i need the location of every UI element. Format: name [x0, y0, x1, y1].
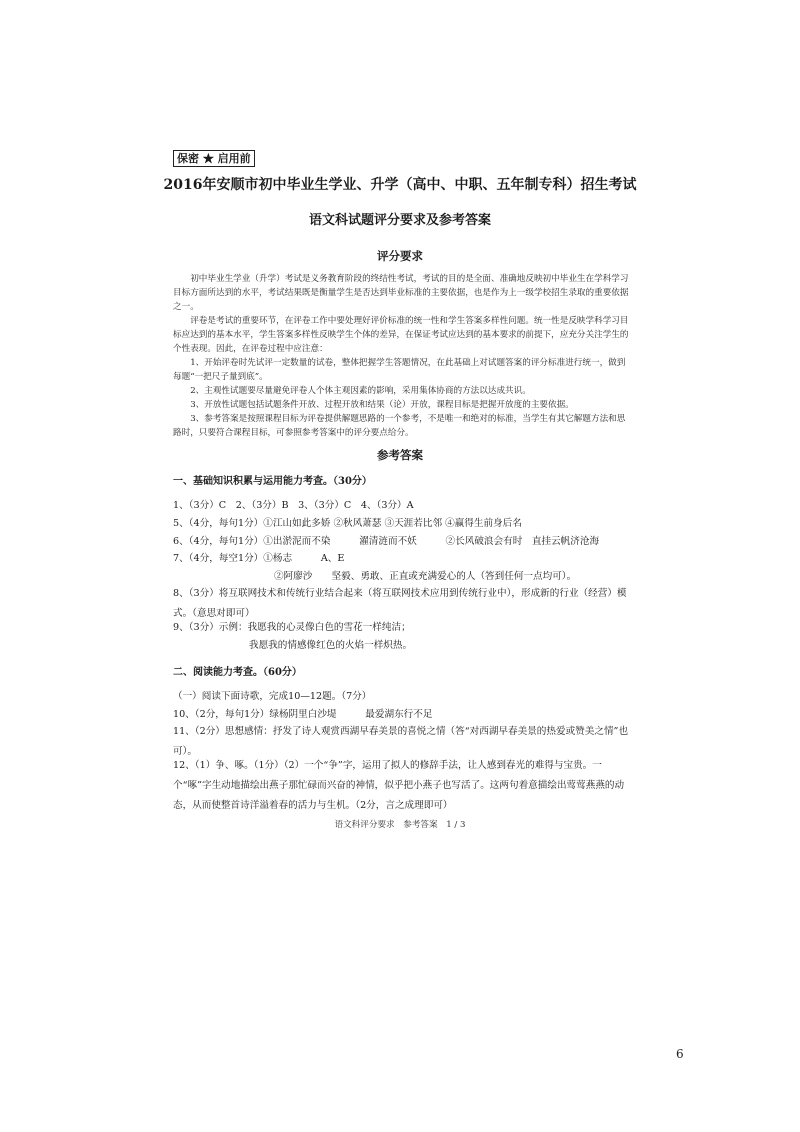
part2-title: 二、阅读能力考查。（60分）	[173, 667, 302, 678]
requirements-heading: 评分要求	[377, 249, 423, 263]
answer-q9-line1: 9、（3分）示例：我愿我的心灵像白色的雪花一样纯洁；	[173, 622, 411, 633]
requirements-item-1: 1、开始评卷时先试评一定数量的试卷，整体把握学生答题情况，在此基础上对试题答案的评分标准进行统一，做到每题“一把尺子量到底”。	[173, 358, 626, 382]
answer-q6: 6、（4分，每句1分）①出淤泥而不染 濯清涟而不妖 ②长风破浪会有时 直挂云帆济沧海	[173, 536, 600, 547]
part1-title: 一、基础知识积累与运用能力考查。（30分）	[173, 476, 372, 487]
page-footer: 语文科评分要求 参考答案 1 / 3	[334, 820, 466, 830]
document-title: 语文科试题评分要求及参考答案	[308, 213, 491, 228]
reading-section-1-intro: （一）阅读下面诗歌，完成10—12题。（7分）	[173, 691, 372, 702]
answer-q7-line1: 7、（4分，每空1分）①杨志 A、E	[173, 553, 345, 564]
answer-q12: 12、（1）争、啄。（1分）（2）一个“争”字，运用了拟人的修辞手法，让人感到春光的难得与宝贵。一个“啄”字生动地描绘出燕子那忙碌而兴奋的神情，似乎把小燕子也写活了。这两句着意描绘出莺莺燕燕的动态，从而使整首诗洋溢着春的活力与生机。（2分，言之成理即可）	[173, 760, 625, 811]
page-number: 6	[676, 1047, 684, 1061]
confidential-label: 保密 ★ 启用前	[173, 150, 255, 167]
answer-q1-4: 1、（3分）C 2、（3分）B 3、（3分）C 4、（3分）A	[173, 500, 414, 511]
requirements-paragraph-2: 评卷是考试的重要环节，在评卷工作中要处理好评价标准的统一性和学生答案多样性问题。统一性是反映学科学习目标应达到的基本水平，学生答案多样性反映学生个体的差异，在保证考试应达到的基本要求的前提下，应充分关注学生的个性表现。因此，在评卷过程中应注意：	[173, 316, 629, 354]
answer-q7-line2: ②阿廖沙 坚毅、勇敢、正直或充满爱心的人（答到任何一点均可）。	[274, 571, 577, 582]
requirements-paragraph-1: 初中毕业生学业（升学）考试是义务教育阶段的终结性考试，考试的目的是全面、准确地反映初中毕业生在学科学习目标方面所达到的水平，考试结果既是衡量学生是否达到毕业标准的主要依据，也是作为上一级学校招生录取的重要依据之一。	[173, 274, 629, 312]
exam-title: 2016年安顺市初中毕业生学业、升学（高中、中职、五年制专科）招生考试	[163, 177, 637, 193]
answer-q5: 5、（4分，每句1分）①江山如此多娇 ②秋风萧瑟 ③天涯若比邻 ④赢得生前身后名	[173, 518, 522, 529]
requirements-item-4: 3、参考答案是按照课程目标为评卷提供解题思路的一个参考，不是唯一和绝对的标准，当学生有其它解题方法和思路时，只要符合课程目标，可参照参考答案中的评分要点给分。	[173, 414, 626, 438]
answer-q9-line2: 我愿我的情感像红色的火焰一样炽热。	[249, 640, 413, 651]
answer-q11: 11、（2分）思想感情：抒发了诗人观赏西湖早春美景的喜悦之情（答“对西湖早春美景的热爱或赞美之情”也可）。	[173, 726, 629, 757]
answers-heading: 参考答案	[377, 448, 423, 462]
requirements-item-3: 3、开放性试题包括试题条件开放、过程开放和结果（论）开放，课程目标是把握开放度的主要依据。	[190, 400, 574, 410]
answer-q8: 8、（3分）将互联网技术和传统行业结合起来（将互联网技术应用到传统行业中），形成新的行业（经营）模式。（意思对即可）	[173, 588, 627, 619]
requirements-item-2: 2、主观性试题要尽量避免评卷人个体主观因素的影响，采用集体协商的方法以达成共识。	[190, 386, 531, 396]
answer-q10: 10、（2分，每句1分）绿杨阴里白沙堤 最爱湖东行不足	[173, 709, 433, 720]
